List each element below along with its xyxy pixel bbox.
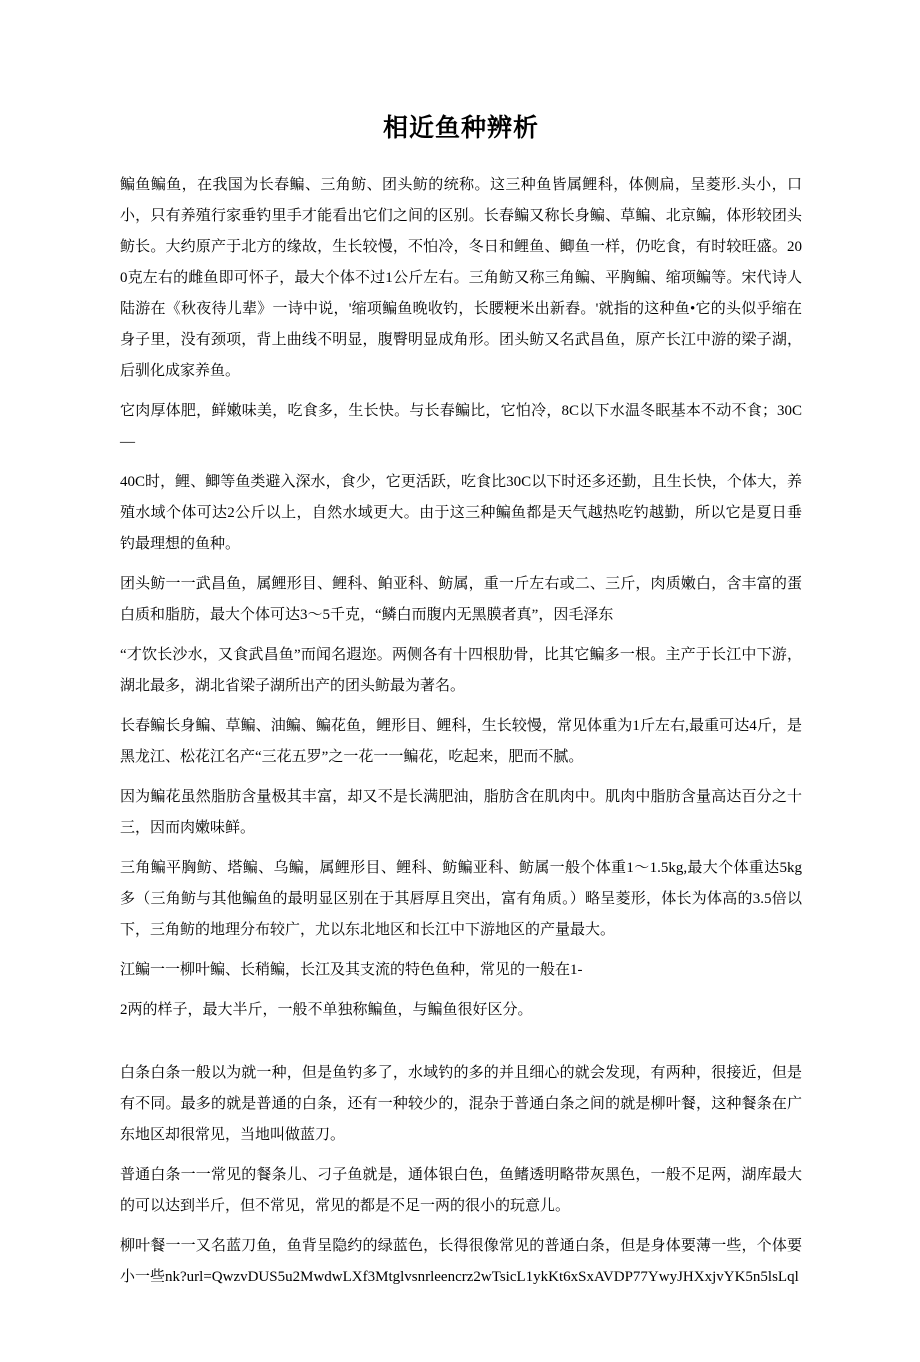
page-title: 相近鱼种辨析 bbox=[382, 115, 539, 142]
paragraph: 长春鳊长身鳊、草鳊、油鳊、鳊花鱼，鲤形目、鲤科，生长较慢，常见体重为1斤左右,最重可达4斤，是黑龙江、松花江名产“三花五罗”之一花一一鳊花，吃起来，肥而不腻。 bbox=[120, 718, 802, 765]
paragraph: “才饮长沙水，又食武昌鱼”而闻名遐迩。两侧各有十四根肋骨，比其它鳊多一根。主产于长江中下游，湖北最多，湖北省梁子湖所出产的团头鲂最为著名。 bbox=[120, 647, 802, 694]
paragraph: 普通白条一一常见的餐条儿、刁子鱼就是，通体银白色，鱼鳍透明略带灰黑色，一般不足两，湖库最大的可以达到半斤，但不常见，常见的都是不足一两的很小的玩意儿。 bbox=[120, 1167, 802, 1214]
paragraph: 因为鳊花虽然脂肪含量极其丰富，却又不是长满肥油，脂肪含在肌肉中。肌肉中脂肪含量高达百分之十三，因而肉嫩味鲜。 bbox=[120, 789, 802, 836]
paragraph: 它肉厚体肥，鲜嫩味美，吃食多，生长快。与长春鳊比，它怕冷，8C以下水温冬眠基本不动不食；30C— bbox=[120, 403, 802, 450]
paragraph: 三角鳊平胸鲂、塔鳊、乌鳊，属鲤形目、鲤科、鲂鳊亚科、鲂属一般个体重1～1.5kg,最大个体重达5kg多（三角鲂与其他鳊鱼的最明显区别在于其唇厚且突出，富有角质。）略呈菱形，体长为体高的3.5倍以下，三角鲂的地理分布较广，尤以东北地区和长江中下游地区的产量最大。 bbox=[120, 860, 802, 938]
paragraph: 鳊鱼鳊鱼，在我国为长春鳊、三角鲂、团头鲂的统称。这三种鱼皆属鲤科，体侧扁，呈菱形.头小，口小，只有养殖行家垂钓里手才能看出它们之间的区别。长春鳊又称长身鳊、草鳊、北京鳊，体形较团头鲂长。大约原产于北方的缘故，生长较慢，不怕冷，冬日和鲤鱼、鲫鱼一样，仍吃食，有时较旺盛。200克左右的雌鱼即可怀子，最大个体不过1公斤左右。三角鲂又称三角鳊、平胸鳊、缩项鳊等。宋代诗人陆游在《秋夜待儿辈》一诗中说，'缩项鳊鱼晚收钓，长腰粳米出新舂。'就指的这种鱼•它的头似乎缩在身子里，没有颈项，背上曲线不明显，腹臀明显成角形。团头鲂又名武昌鱼，原产长江中游的梁子湖，后驯化成家养鱼。 bbox=[120, 177, 802, 379]
paragraph: 白条白条一般以为就一种，但是鱼钓多了，水域钓的多的并且细心的就会发现，有两种，很接近，但是有不同。最多的就是普通的白条，还有一种较少的，混杂于普通白条之间的就是柳叶餐，这种餐条在广东地区却很常见，当地叫做蓝刀。 bbox=[120, 1065, 802, 1143]
paragraph: 40C时，鲤、鲫等鱼类避入深水，食少，它更活跃，吃食比30C以下时还多还勤，且生长快，个体大，养殖水域个体可达2公斤以上，自然水域更大。由于这三种鳊鱼都是天气越热吃钓越勤，所以它是夏日垂钓最理想的鱼种。 bbox=[120, 474, 802, 552]
paragraph: 江鳊一一柳叶鳊、长稍鳊，长江及其支流的特色鱼种，常见的一般在1- bbox=[120, 962, 583, 978]
paragraph: 柳叶餐一一又名蓝刀鱼，鱼背呈隐约的绿蓝色，长得很像常见的普通白条，但是身体要薄一些，个体要小一些nk?url=QwzvDUS5u2MwdwLXf3Mtglvsnrleencrz2wTsicL1ykKt6xSxAVDP77YwyJHXxjvYK5n5lsLql bbox=[120, 1238, 802, 1285]
paragraph: 团头鲂一一武昌鱼，属鲤形目、鲤科、鲌亚科、鲂属，重一斤左右或二、三斤，肉质嫩白，含丰富的蛋白质和脂肪，最大个体可达3～5千克，“鳞白而腹内无黑膜者真”，因毛泽东 bbox=[120, 576, 802, 623]
paragraph: 2两的样子，最大半斤，一般不单独称鳊鱼，与鳊鱼很好区分。 bbox=[120, 1002, 533, 1018]
